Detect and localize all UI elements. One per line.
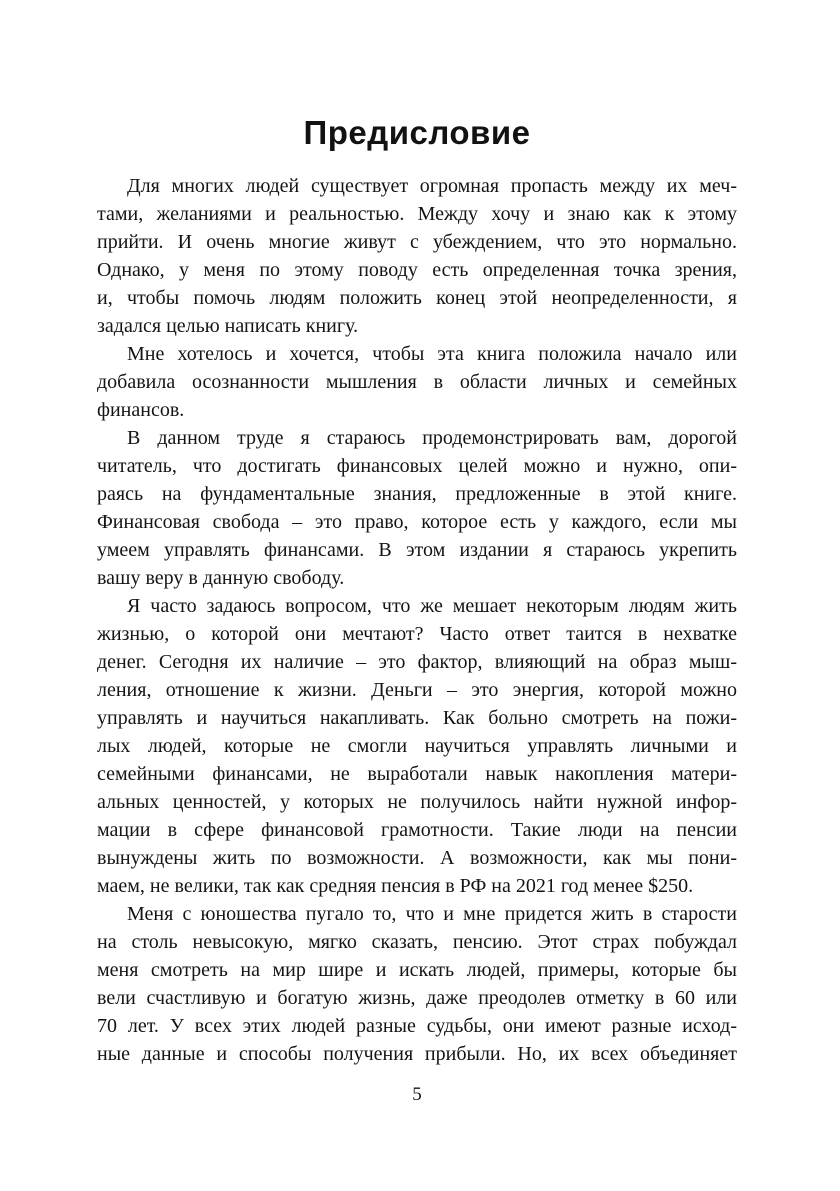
text-line: ные данные и способы получения прибыли. Но, их всех объединяет [97, 1043, 737, 1065]
chapter-title: Предисловие [303, 114, 531, 151]
text-line: задался целью написать книгу. [97, 315, 359, 337]
text-line: семейными финансами, не выработали навык накопления матери- [97, 763, 737, 785]
text-line: управлять и научиться накапливать. Как больно смотреть на пожи- [97, 707, 737, 729]
text-line: денег. Сегодня их наличие – это фактор, влияющий на образ мыш- [97, 651, 737, 673]
text-line: меня смотреть на мир шире и искать людей, примеры, которые бы [97, 959, 737, 981]
text-line: 70 лет. У всех этих людей разные судьбы, они имеют разные исход- [97, 1015, 737, 1037]
text-line: вашу веру в данную свободу. [97, 567, 345, 589]
text-line: мации в сфере финансовой грамотности. Такие люди на пенсии [97, 819, 737, 841]
text-line: жизнью, о которой они мечтают? Часто ответ таится в нехватке [97, 623, 737, 645]
text-line: вынуждены жить по возможности. А возможности, как мы пони- [97, 847, 737, 869]
text-line: читатель, что достигать финансовых целей можно и нужно, опи- [97, 455, 737, 477]
text-line: альных ценностей, у которых не получилось найти нужной инфор- [97, 791, 737, 813]
text-line: Однако, у меня по этому поводу есть определенная точка зрения, [97, 259, 737, 281]
page-number: 5 [412, 1084, 422, 1105]
text-line: Финансовая свобода – это право, которое есть у каждого, если мы [97, 511, 737, 533]
text-line: Меня с юношества пугало то, что и мне придется жить в старости [127, 903, 737, 925]
text-line: и, чтобы помочь людям положить конец этой неопределенности, я [97, 287, 737, 309]
text-line: В данном труде я стараюсь продемонстрировать вам, дорогой [127, 427, 737, 449]
text-line: маем, не велики, так как средняя пенсия в РФ на 2021 год менее $250. [97, 875, 694, 897]
text-line: финансов. [97, 399, 185, 421]
body-text [97, 172, 737, 1068]
text-line: вели счастливую и богатую жизнь, даже преодолев отметку в 60 или [97, 987, 737, 1009]
text-line: Для многих людей существует огромная пропасть между их меч- [127, 175, 737, 197]
text-line: ления, отношение к жизни. Деньги – это энергия, которой можно [97, 679, 737, 701]
text-line: лых людей, которые не смогли научиться управлять личными и [97, 735, 737, 757]
text-line: прийти. И очень многие живут с убеждением, что это нормально. [97, 231, 737, 253]
text-line: на столь невысокую, мягко сказать, пенсию. Этот страх побуждал [97, 931, 737, 953]
text-line: тами, желаниями и реальностью. Между хочу и знаю как к этому [97, 203, 737, 225]
text-line: раясь на фундаментальные знания, предложенные в этой книге. [97, 483, 737, 505]
text-line: добавила осознанности мышления в области личных и семейных [97, 371, 737, 393]
text-line: Мне хотелось и хочется, чтобы эта книга положила начало или [127, 343, 737, 365]
text-line: Я часто задаюсь вопросом, что же мешает некоторым людям жить [127, 595, 737, 617]
text-line: умеем управлять финансами. В этом издании я стараюсь укрепить [97, 539, 737, 561]
